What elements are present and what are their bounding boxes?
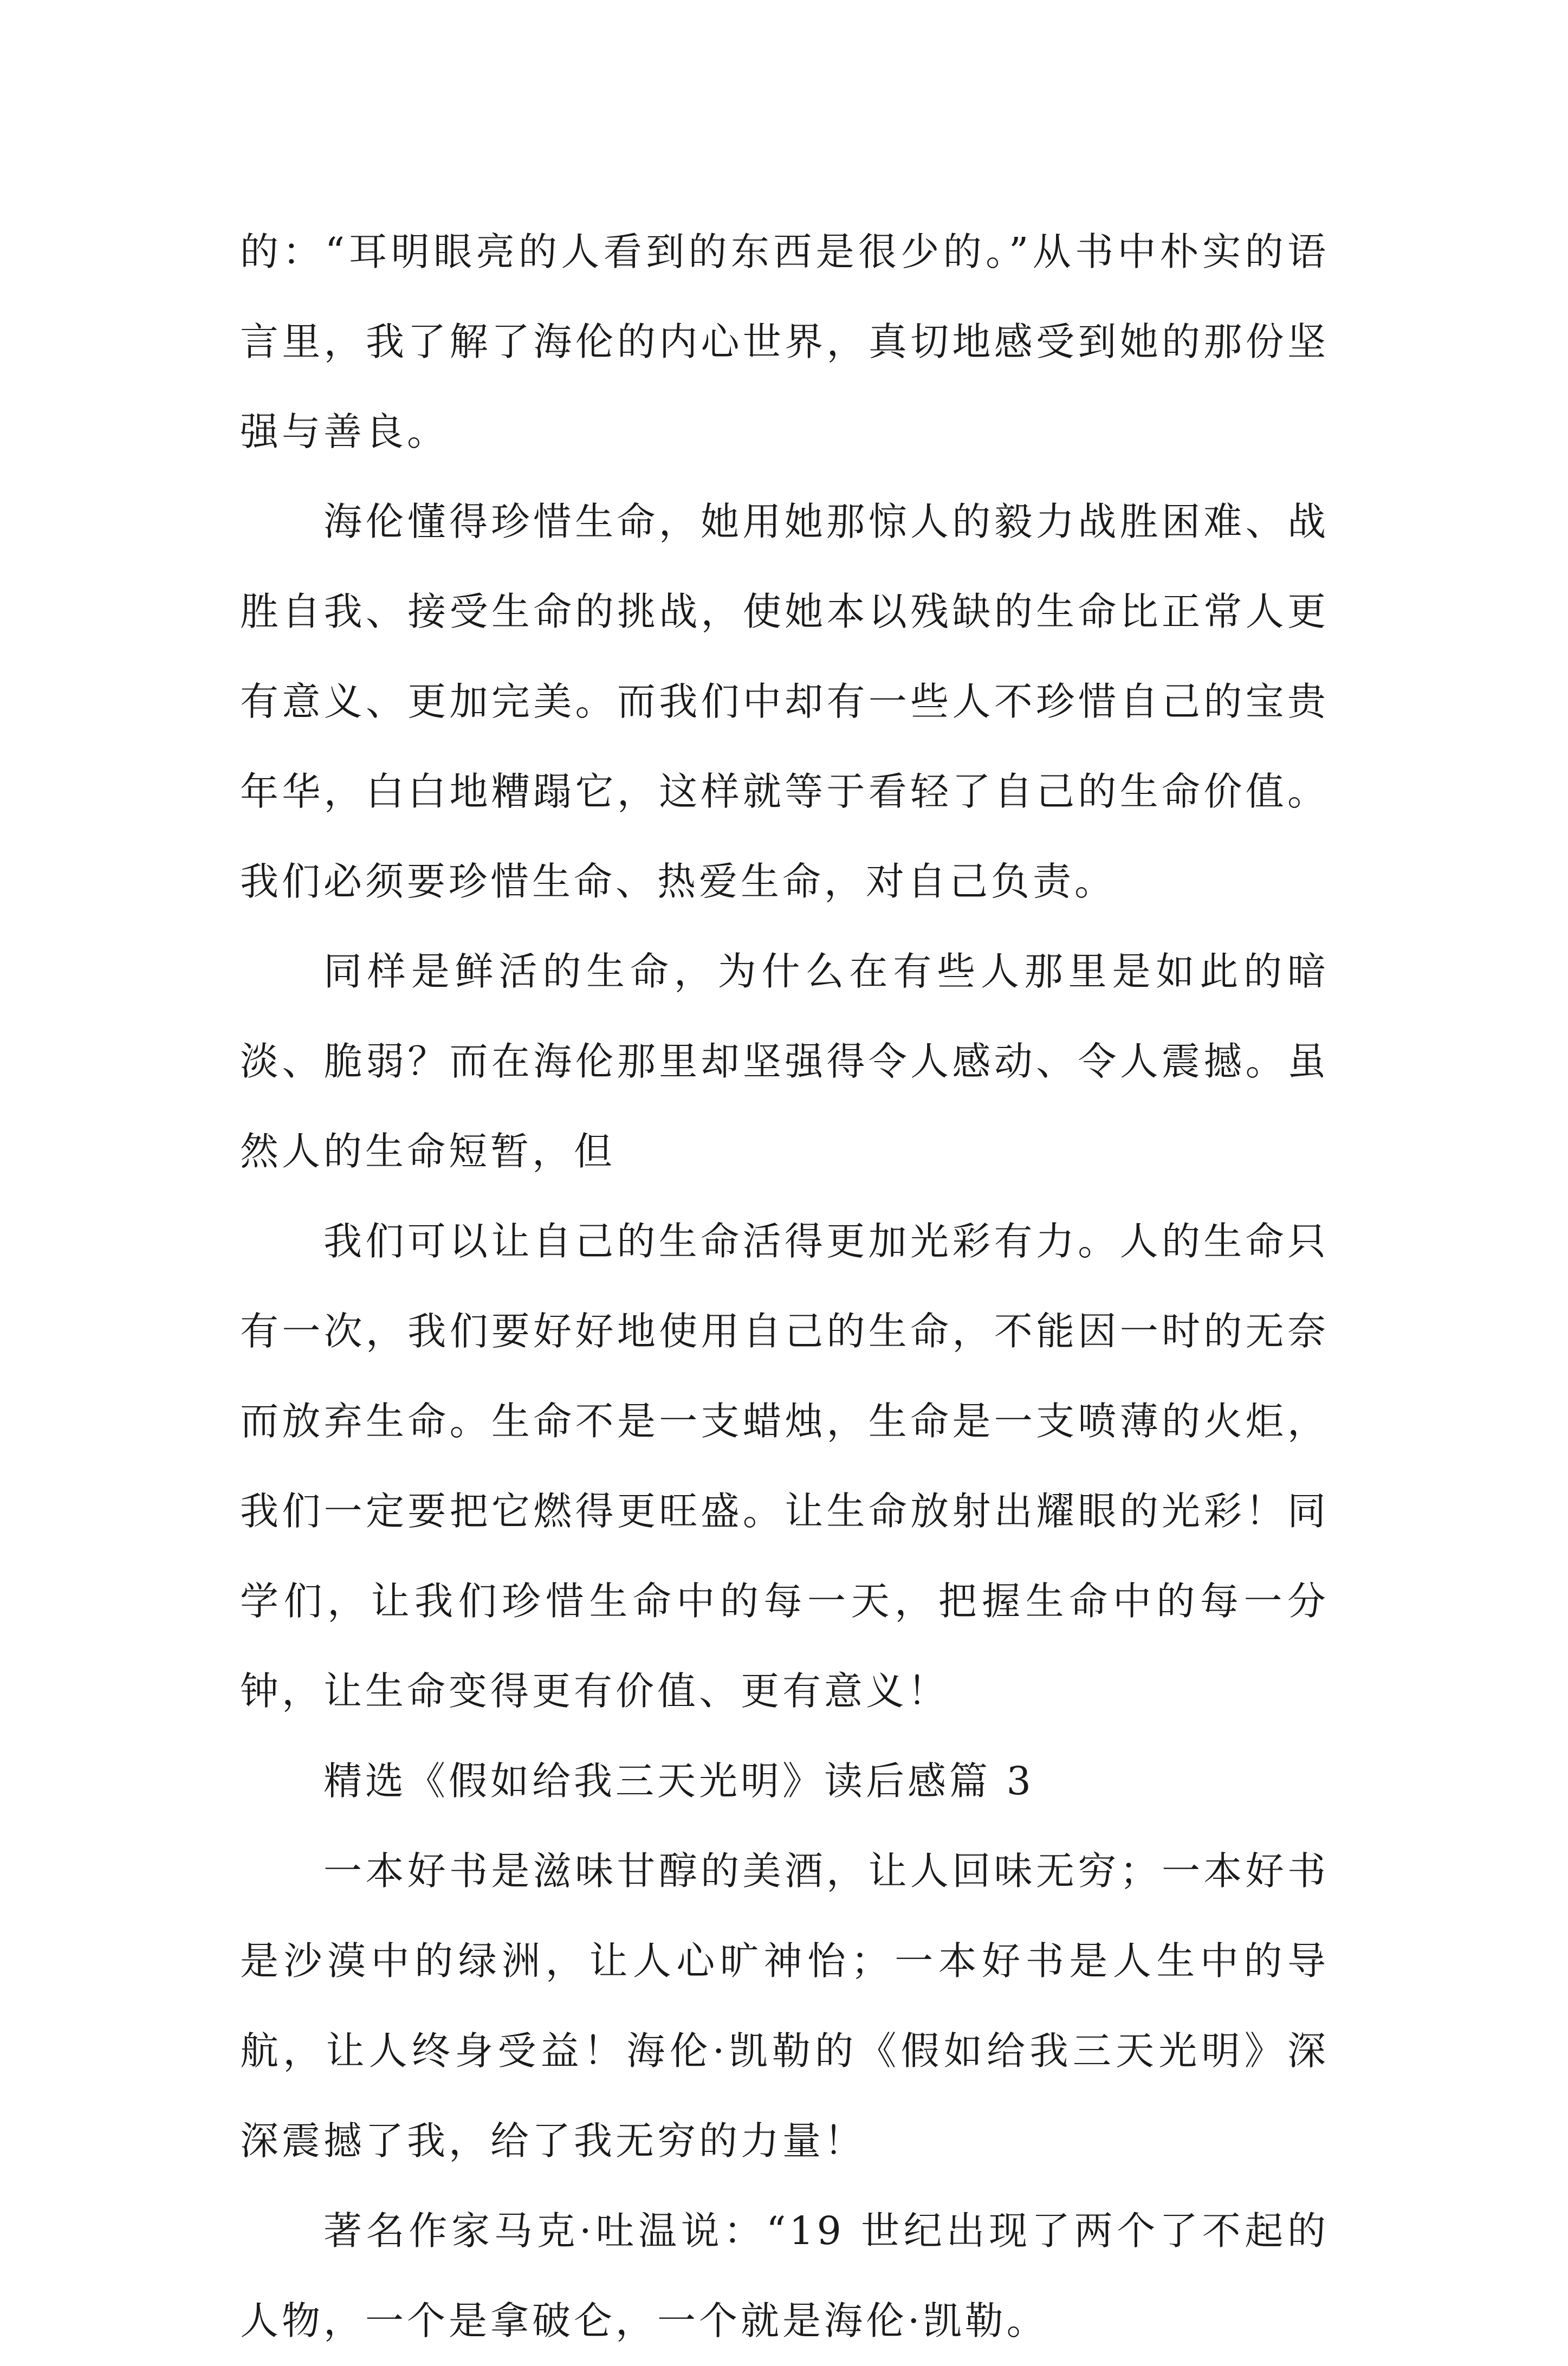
- text-line: 撼了我，给了我无穷的力量！: [323, 2118, 866, 2163]
- text-line: 我们必须要珍惜生命、热爱生命，对自己负责。: [240, 859, 1117, 904]
- text-line: 海伦懂得珍惜生命，她用她那惊人的毅力战胜困难、战: [323, 499, 1329, 544]
- paragraph: [240, 477, 1329, 927]
- text-line: 学们，让我们珍惜生命中的每一天，把握生命中的每一分钟，: [240, 1579, 1329, 1714]
- body-text: [240, 207, 1329, 2366]
- heading-text: 精选《假如给我三天光明》读后感篇 3: [323, 1759, 1034, 1803]
- text-line: 我们可以让自己的生命活得更加光彩有力。人的生命只: [323, 1219, 1329, 1264]
- text-line: 言里，我了解了海伦的内心世界，真切地感受到她的那份坚: [240, 319, 1329, 364]
- text-line: 的：“耳明眼亮的人看到的东西是很少的。”从书中朴实的语: [240, 229, 1329, 274]
- text-line: 的生命短暂，但: [323, 1129, 616, 1174]
- paragraph: [240, 2186, 1329, 2366]
- paragraph: [240, 1197, 1329, 1736]
- section-heading: [240, 1736, 1329, 1826]
- paragraph: [240, 207, 1329, 477]
- text-line: 让人终身受益！海伦·凯勒的《假如给我三天光明》深深震: [240, 2028, 1329, 2163]
- text-line: 胜自我、接受生命的挑战，使她本以残缺的生命比正常人更: [240, 589, 1329, 634]
- text-line: 人物，一个是拿破仑，一个就是海伦·凯勒。: [240, 2298, 1048, 2343]
- text-line: 有意义、更加完美。而我们中却有一些人不珍惜自己的宝贵: [240, 679, 1329, 724]
- text-line: 而放弃生命。生命不是一支蜡烛，生命是一支喷薄的火炬，: [240, 1399, 1329, 1444]
- paragraph: [240, 927, 1329, 1197]
- text-line: 有一次，我们要好好地使用自己的生命，不能因一时的无奈: [240, 1309, 1329, 1354]
- text-line: 一本好书是滋味甘醇的美酒，让人回味无穷；一本好书: [323, 1848, 1329, 1893]
- text-line: 我们一定要把它燃得更旺盛。让生命放射出耀眼的光彩！同: [240, 1489, 1329, 1534]
- text-line: 年华，白白地糟蹋它，这样就等于看轻了自己的生命价值。: [240, 769, 1329, 814]
- text-line: 著名作家马克·吐温说：“19 世纪出现了两个了不起的: [323, 2208, 1329, 2253]
- paragraph: [240, 1826, 1329, 2186]
- text-line: 是沙漠中的绿洲，让人心旷神怡；一本好书是人生中的导航，: [240, 1938, 1329, 2073]
- text-line: 让生命变得更有价值、更有意义！: [323, 1669, 950, 1714]
- text-line: 脆弱？而在海伦那里却坚强得令人感动、令人震撼。虽然人: [240, 1039, 1329, 1174]
- text-line: 同样是鲜活的生命，为什么在有些人那里是如此的暗淡、: [240, 949, 1329, 1084]
- text-line: 强与善良。: [240, 409, 449, 454]
